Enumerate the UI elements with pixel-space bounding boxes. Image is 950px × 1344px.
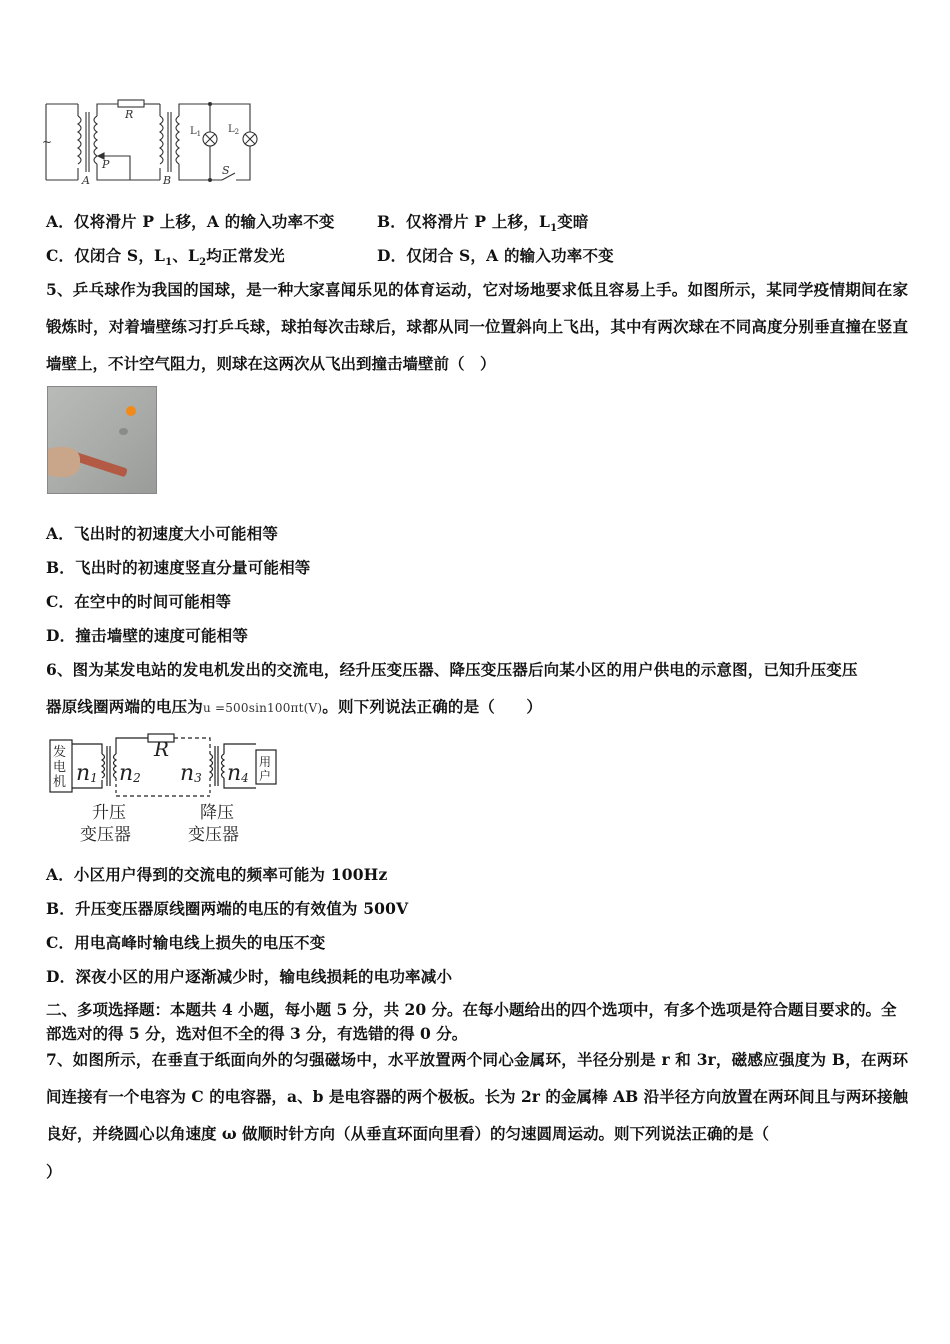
q4-option-c[interactable]: C．仅闭合 S，$L_1$、$L_2$均正常发光 xyxy=(46,246,285,269)
q6-option-c[interactable]: C．用电高峰时输电线上损失的电压不变 xyxy=(46,933,326,952)
section2-instructions: 二、多项选择题：本题共 4 小题，每小题 5 分，共 20 分。在每小题给出的四个选项中，有多个选项是符合题目要求的。全部选对的得 5 分，选对但不全的得 3 分，有选错的得 0 分。 xyxy=(46,1000,897,1043)
n2-label: n2 xyxy=(119,761,141,786)
lamp-l2-label: $L_2$ xyxy=(228,124,240,136)
q4-option-a[interactable]: A．仅将滑片 P 上移，A 的输入功率不变 xyxy=(46,212,335,231)
step-up-label-1: 升压 xyxy=(92,803,126,823)
step-down-label-1: 降压 xyxy=(200,803,234,823)
q6-option-d[interactable]: D．深夜小区的用户逐渐减少时，输电线损耗的电功率减小 xyxy=(46,967,453,986)
q4-option-b[interactable]: B．仅将滑片 P 上移，$L_1$变暗 xyxy=(377,212,589,235)
resistor-label: R xyxy=(125,108,134,121)
n1-label: n1 xyxy=(76,761,98,786)
step-down-label-2: 变压器 xyxy=(188,825,239,845)
ping-pong-ball xyxy=(126,406,136,416)
voltage-formula: u =500sin100πt(V) xyxy=(203,701,323,715)
ping-pong-photo xyxy=(47,386,157,494)
q5-option-a[interactable]: A．飞出时的初速度大小可能相等 xyxy=(46,524,279,543)
ac-source-symbol: ~ xyxy=(42,135,53,149)
n4-label: n4 xyxy=(227,761,249,786)
q5-option-c[interactable]: C．在空中的时间可能相等 xyxy=(46,592,232,611)
ball-shadow xyxy=(119,428,128,435)
switch-label: S xyxy=(222,164,230,177)
slider-label: P xyxy=(102,158,110,171)
user-label: 用户 xyxy=(259,755,272,783)
q5-stem: 5、乒乓球作为我国的国球，是一种大家喜闻乐见的体育运动，它对场地要求低且容易上手。如图所示，某同学疫情期间在家锻炼时，对着墙壁练习打乒乓球，球拍每次击球后，球都从同一位置斜向上飞出，其中有两次球在不同高度分别垂直撞在竖直墙壁上，不计空气阻力，则球在这两次从飞出到撞击墙壁前（ ） xyxy=(46,280,908,373)
q7-stem: 7、如图所示，在垂直于纸面向外的匀强磁场中，水平放置两个同心金属环，半径分别是 r 和 3r，磁感应强度为 B，在两环间连接有一个电容为 C 的电容器，a、b 是电容器的两个极板。长为 2r 的金属棒 AB 沿半径方向放置在两环间且与两环接触良好，并绕圆心以角速度 ω 做顺时针方向（从垂直环面向里看）的匀速圆周运动。则下列说法正确的是（ xyxy=(46,1050,908,1143)
lamp-l1-label: $L_1$ xyxy=(190,126,202,138)
q6-option-b[interactable]: B．升压变压器原线圈两端的电压的有效值为 500V xyxy=(46,899,409,918)
q6-option-a[interactable]: A．小区用户得到的交流电的频率可能为 100Hz xyxy=(46,865,388,884)
transformer-circuit-diagram xyxy=(40,96,265,188)
hand xyxy=(47,447,80,477)
q7-stem-tail: ） xyxy=(46,1162,62,1181)
generator-label: 发电机 xyxy=(53,745,67,790)
transformer-b-label: B xyxy=(163,174,172,187)
q5-option-b[interactable]: B．飞出时的初速度竖直分量可能相等 xyxy=(46,558,311,577)
step-up-label-2: 变压器 xyxy=(80,825,131,845)
q6-stem-line2: 器原线圈两端的电压为u =500sin100πt(V)。则下列说法正确的是（ ） xyxy=(46,697,543,716)
transformer-a-label: A xyxy=(82,174,90,187)
line-resistor-label: R xyxy=(154,737,170,761)
n3-label: n3 xyxy=(180,761,202,786)
q6-stem-line1: 6、图为某发电站的发电机发出的交流电，经升压变压器、降压变压器后向某小区的用户供电的示意图，已知升压变压 xyxy=(46,660,858,679)
power-transmission-diagram xyxy=(44,730,284,848)
q4-option-d[interactable]: D．仅闭合 S，A 的输入功率不变 xyxy=(377,246,614,265)
q5-option-d[interactable]: D．撞击墙壁的速度可能相等 xyxy=(46,626,249,645)
